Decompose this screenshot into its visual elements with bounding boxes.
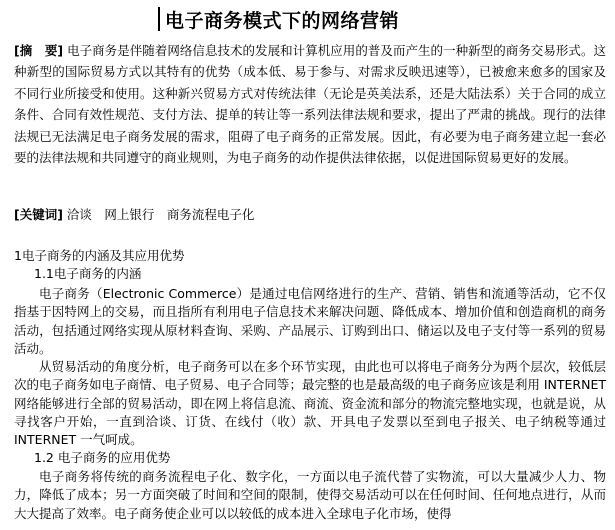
paragraph-1-1-b: 从贸易活动的角度分析，电子商务可以在多个环节实现，由此也可以将电子商务分为两个层次，较低层次的电子商务如电子商情、电子贸易、电子合同等；最完整的也是最高级的电子商务应该是利用 INTERNET 网络能够进行全部的贸易活动，即在网上将信息流、商流、资金流和部分的物流完整地实现，也就是说，从寻找客户开始，一直到洽谈、订货、在线付（收）款、开具电子发票以至到电子报关、电子纳税等通过 INTERNET 一气呵成。 xyxy=(14,359,606,448)
subsection-heading-1-2: 1.2 电子商务的应用优势 xyxy=(34,450,171,465)
abstract-text: 电子商务是伴随着网络信息技术的发展和计算机应用的普及而产生的一种新型的商务交易形式。这种新型的国际贸易方式以其特有的优势（成本低、易于参与、对需求反映迅速等），已被愈来愈多的国家及不同行业所接受和使用。这种新兴贸易方式对传统法律（无论是英美法系，还是大陆法系）关于合同的成立条件、合同有效性规范、支付方法、提单的转让等一系列法律法规和要求，提出了严肃的挑战。现行的法律法规已无法满足电子商务发展的需求，阻碍了电子商务的正常发展。因此，有必要为电子商务建立起一套必要的法律法规和共同遵守的商业规则，为电子商务的动作提供法律依据，以促进国际贸易更好的发展。 xyxy=(14,43,606,166)
keywords-tag: [关键词] xyxy=(14,207,63,222)
keywords-line xyxy=(14,206,606,224)
subsection-heading-1-1: 1.1电子商务的内涵 xyxy=(34,266,142,281)
paragraph-1-2-a: 电子商务将传统的商务流程电子化、数字化，一方面以电子流代替了实物流，可以大量减少人力、物力，降低了成本；另一方面突破了时间和空间的限制，使得交易活动可以在任何时间、任何地点进行，从而大大提高了效率。电子商务使企业可以以较低的成本进入全球电子化市场，使得 xyxy=(14,469,606,521)
paragraph-1-1-a: 电子商务（Electronic Commerce）是通过电信网络进行的生产、营销、销售和流通等活动，它不仅指基于因特网上的交易，而且指所有利用电子信息技术来解决问题、降低成本、增加价值和创造商机的商务活动，包括通过网络实现从原材料查询、采购、产品展示、订购到出口、储运以及电子支付等一系列的贸易活动。 xyxy=(14,286,606,356)
text-cursor xyxy=(158,7,160,31)
section-heading-1: 1电子商务的内涵及其应用优势 xyxy=(14,248,185,263)
keywords-text: 洽谈 网上银行 商务流程电子化 xyxy=(66,207,255,222)
abstract-paragraph xyxy=(14,40,606,168)
page-title: 电子商务模式下的网络营销 xyxy=(165,10,400,32)
abstract-tag: [摘 要] xyxy=(14,43,64,58)
